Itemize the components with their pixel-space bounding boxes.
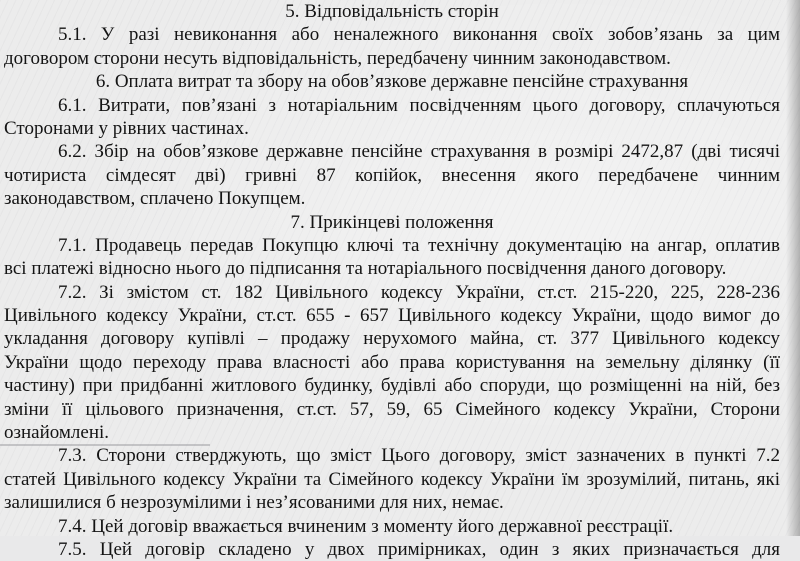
paragraph-line: 5.1. У разі невиконання або неналежного виконання своїх зобов’язань за цим [58,24,780,46]
paragraph-line: 7.3. Сторони стверджують, що зміст Цього договору, зміст зазначених в пункті 7.2 [58,445,780,467]
paragraph-line: законодавством, сплачено Покупцем. [4,188,306,210]
section-heading: 7. Прикінцеві положення [290,211,494,233]
paragraph-line: частину) при придбанні житлового будинку, будівлі або споруди, що розміщенні на ній, без [4,375,780,397]
paragraph-line: всі платежі відносно нього до підписання та нотаріального посвідчення даного договору. [4,258,727,280]
document-text [4,0,780,561]
section-heading: 5. Відповідальність сторін [285,1,499,22]
paragraph-line: Сторонами у рівних частинах. [4,117,249,139]
paragraph-line: зміни її цільового призначення, ст.ст. 57, 59, 65 Сімейного кодексу України, Сторони [4,398,780,420]
paragraph-line: 7.2. Зі змістом ст. 182 Цивільного кодексу України, ст.ст. 215-220, 225, 228-236 [58,281,780,303]
paragraph-line: статей Цивільного кодексу України та Сімейного кодексу України їм зрозумілий, питань, які [4,468,780,490]
paragraph-line: договором сторони несуть відповідальність, передбачену чинним законодавством. [4,47,671,69]
paragraph-line: ознайомлені. [4,422,110,444]
scan-edge-shadow [786,0,800,536]
paragraph-line: укладання договору купівлі – продажу нерухомого майна, ст. 377 Цивільного кодексу [4,328,780,350]
paragraph-line: залишилися б незрозумілими і нез’ясованими для них, немає. [4,492,504,514]
section-heading: 6. Оплата витрат та збору на обов’язкове державне пенсійне страхування [95,71,689,93]
paragraph-line: Цивільного кодексу України, ст.ст. 655 - 657 Цивільного кодексу України, щодо вимог до [4,305,780,327]
paragraph-line: 7.1. Продавець передав Покупцю ключі та технічну документацію на ангар, оплатив [58,234,780,256]
paragraph-line: 6.1. Витрати, пов’язані з нотаріальним посвідченням цього договору, сплачуються [58,94,780,116]
paragraph-line: 6.2. Збір на обов’язкове державне пенсійне страхування в розмірі 2472,87 (дві тисячі [58,141,780,163]
paragraph-line: 7.4. Цей договір вважається вчиненим з моменту його державної реєстрації. [58,515,674,537]
paragraph-line: України щодо переходу права власності або права користування на земельну ділянку (її [4,351,780,373]
paragraph-line: чотириста сімдесят дві) гривні 87 копійок, внесення якого передбачене чинним [4,164,780,186]
paragraph-line: 7.5. Цей договір складено у двох примірниках, один з яких призначається для [58,538,780,560]
